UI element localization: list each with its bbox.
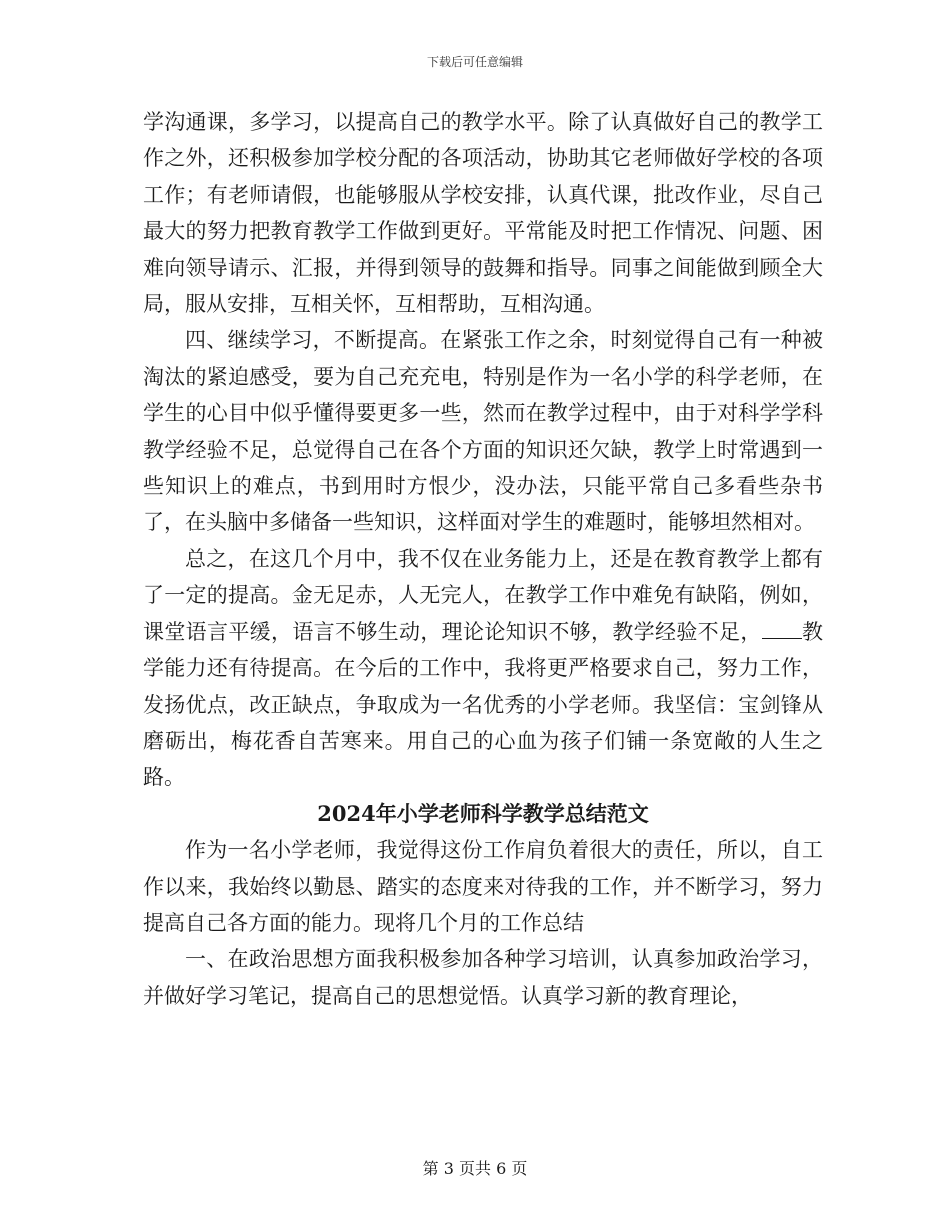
blank-fill-line: [762, 618, 802, 639]
document-body: [143, 104, 823, 1014]
section-title: 2024年小学老师科学教学总结范文: [317, 800, 649, 826]
paragraph-conclusion: [143, 541, 823, 796]
conclusion-text-part1: 总之，在这几个月中，我不仅在业务能力上，还是在教育教学上都有了一定的提高。金无足赤，人无完人，在教学工作中难免有缺陷，例如，课堂语言平缓，语言不够生动，理论论知识不够，教学经验不足，: [143, 546, 823, 644]
paragraph-continue-learning: 四、继续学习，不断提高。在紧张工作之余，时刻觉得自己有一种被淘汰的紧迫感受，要为自己充充电，特别是作为一名小学的科学老师，在学生的心目中似乎懂得要更多一些，然而在教学过程中，由于对科学学科教学经验不足，总觉得自己在各个方面的知识还欠缺，教学上时常遇到一些知识上的难点，书到用时方恨少，没办法，只能平常自己多看些杂书了，在头脑中多储备一些知识，这样面对学生的难题时，能够坦然相对。: [143, 328, 823, 535]
page-number: 第 3 页共 6 页: [422, 1159, 528, 1178]
paragraph-continued: 学沟通课，多学习，以提高自己的教学水平。除了认真做好自己的教学工作之外，还积极参加学校分配的各项活动，协助其它老师做好学校的各项工作；有老师请假，也能够服从学校安排，认真代课，批改作业，尽自己最大的努力把教育教学工作做到更好。平常能及时把工作情况、问题、困难向领导请示、汇报，并得到领导的鼓舞和指导。同事之间能做到顾全大局，服从安排，互相关怀，互相帮助，互相沟通。: [143, 110, 823, 317]
conclusion-text-part2: 教学能力还有待提高。在今后的工作中，我将更严格要求自己，努力工作，发扬优点，改正缺点，争取成为一名优秀的小学老师。我坚信：宝剑锋从磨砺出，梅花香自苦寒来。用自己的心血为孩子们铺一条宽敞的人生之路。: [143, 619, 824, 790]
paragraph-intro: 作为一名小学老师，我觉得这份工作肩负着很大的责任，所以，自工作以来，我始终以勤恳、踏实的态度来对待我的工作，并不断学习，努力提高自己各方面的能力。现将几个月的工作总结: [143, 838, 823, 935]
paragraph-political-thought: 一、在政治思想方面我积极参加各种学习培训，认真参加政治学习，并做好学习笔记，提高自己的思想觉悟。认真学习新的教育理论，: [143, 947, 823, 1008]
page-header-note: 下载后可任意编辑: [426, 55, 523, 69]
